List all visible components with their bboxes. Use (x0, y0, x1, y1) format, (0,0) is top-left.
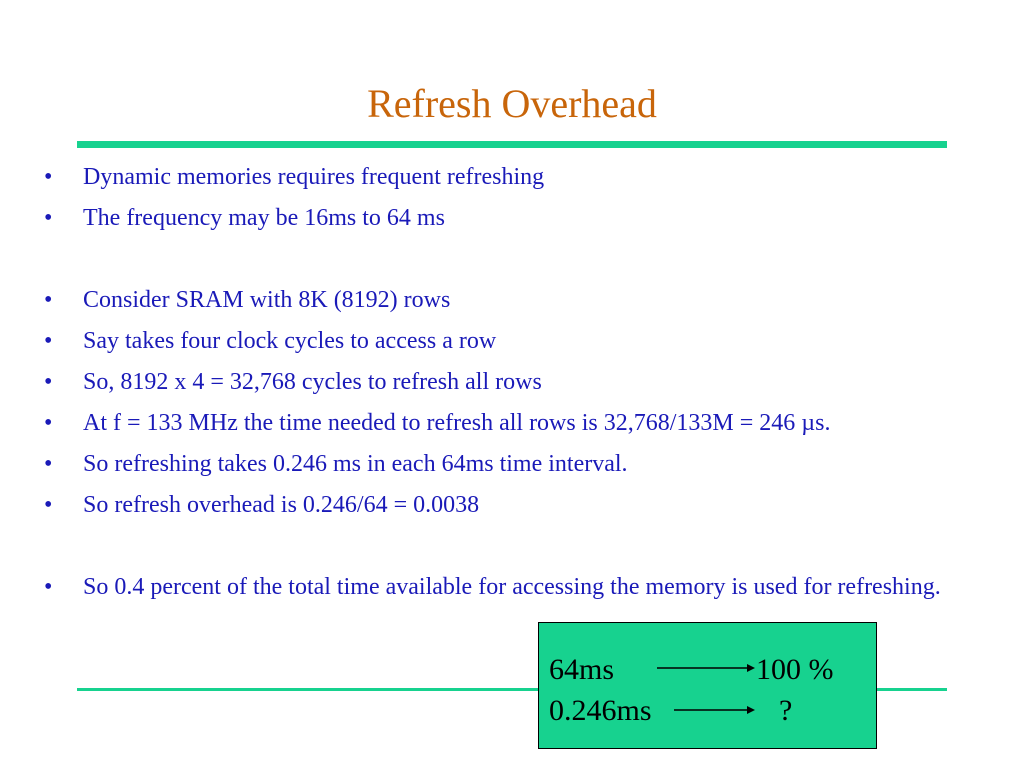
arrow-right-icon (674, 703, 755, 717)
calculation-box (538, 622, 877, 749)
bullet-item (44, 489, 984, 522)
bullet-marker: • (44, 492, 53, 518)
slide-title: Refresh Overhead (367, 81, 657, 126)
bullet-item (44, 325, 984, 358)
bullet-text: Consider SRAM with 8K (8192) rows (83, 287, 451, 313)
bullet-marker: • (44, 451, 53, 477)
bullet-text: So 0.4 percent of the total time available for accessing the memory is used for refreshing. (83, 574, 941, 600)
bullet-marker: • (44, 369, 53, 395)
bullet-item (44, 407, 984, 440)
bullet-text: Say takes four clock cycles to access a row (83, 328, 497, 354)
calc-row2-left: 0.246ms (549, 694, 652, 727)
bullet-text: So refresh overhead is 0.246/64 = 0.0038 (83, 492, 480, 518)
bullet-marker: • (44, 164, 53, 190)
bullet-marker: • (44, 410, 53, 436)
bullet-item (44, 571, 984, 604)
top-divider (77, 141, 947, 148)
bullet-text: So, 8192 x 4 = 32,768 cycles to refresh all rows (83, 369, 542, 395)
bullet-text: The frequency may be 16ms to 64 ms (83, 205, 445, 231)
bullet-text: Dynamic memories requires frequent refreshing (83, 164, 545, 190)
bullet-item (44, 366, 984, 399)
arrow-right-icon (657, 661, 755, 675)
bullet-text: So refreshing takes 0.246 ms in each 64ms time interval. (83, 451, 628, 477)
bullet-marker: • (44, 205, 53, 231)
bullet-marker: • (44, 574, 53, 600)
bullet-text: At f = 133 MHz the time needed to refresh all rows is 32,768/133M = 246 µs. (83, 410, 831, 436)
bullet-item (44, 202, 984, 235)
calc-row1-right: 100 % (756, 653, 834, 686)
bullet-item (44, 448, 984, 481)
calc-row1-left: 64ms (549, 653, 615, 686)
bullet-marker: • (44, 328, 53, 354)
bullet-item (44, 284, 984, 317)
bullet-marker: • (44, 287, 53, 313)
bullet-item (44, 161, 984, 194)
calc-row2-right: ? (779, 694, 793, 727)
